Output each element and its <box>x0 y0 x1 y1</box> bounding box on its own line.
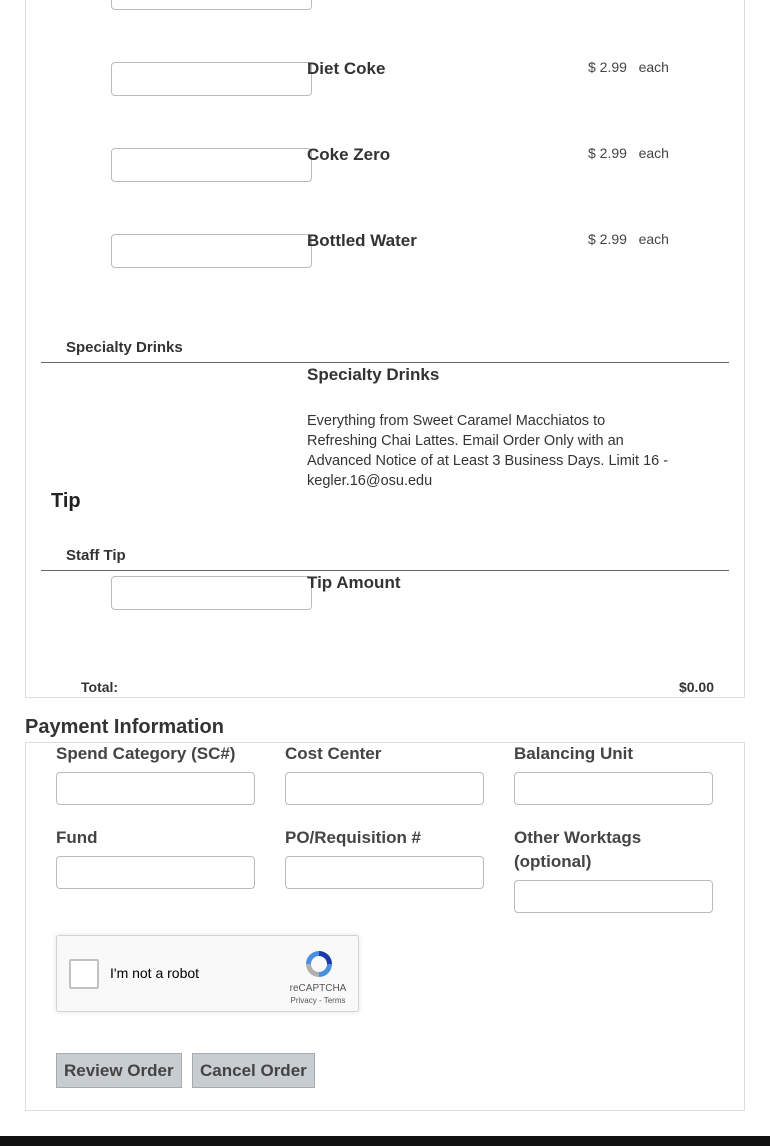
tip-amount-input[interactable] <box>111 576 312 610</box>
balancing-unit-label: Balancing Unit <box>514 744 634 763</box>
po-requisition-label: PO/Requisition # <box>285 828 422 847</box>
other-worktags-label: Other Worktags (optional) <box>514 828 642 871</box>
total-value: $0.00 <box>678 679 714 695</box>
review-order-button[interactable]: Review Order <box>56 1053 182 1088</box>
other-worktags-input[interactable] <box>514 880 713 913</box>
balancing-unit-input[interactable] <box>514 772 713 805</box>
tip-heading: Tip <box>51 490 81 512</box>
spend-category-label: Spend Category (SC#) <box>56 744 236 763</box>
recaptcha-checkbox[interactable] <box>69 959 99 989</box>
recaptcha-logo-icon <box>303 948 335 980</box>
footer-bar <box>0 1136 770 1146</box>
total-label: Total: <box>81 679 119 695</box>
item-price-bottled-water: $ 2.99 each <box>588 231 669 247</box>
quantity-input-diet-coke[interactable] <box>111 62 312 96</box>
item-price-coke-zero: $ 2.99 each <box>588 145 669 161</box>
po-requisition-input[interactable] <box>285 856 484 889</box>
item-name-specialty-drinks: Specialty Drinks <box>307 365 440 384</box>
cancel-order-button[interactable]: Cancel Order <box>192 1053 315 1088</box>
item-name-tip-amount: Tip Amount <box>307 573 401 592</box>
quantity-input-coke-zero[interactable] <box>111 148 312 182</box>
cost-center-input[interactable] <box>285 772 484 805</box>
section-divider <box>41 362 729 363</box>
specialty-drinks-description: Everything from Sweet Caramel Macchiatos to Refreshing Chai Lattes. Email Order Only with an Advanced Notice of at Least 3 Business Days. Limit 16 - kegler.16@osu.edu <box>307 413 669 489</box>
item-price-diet-coke: $ 2.99 each <box>588 59 669 75</box>
cost-center-label: Cost Center <box>285 744 382 763</box>
section-divider <box>41 570 729 571</box>
recaptcha-label: I'm not a robot <box>110 965 200 981</box>
recaptcha-widget <box>56 935 359 1012</box>
section-label-staff-tip: Staff Tip <box>66 547 126 564</box>
recaptcha-links[interactable]: Privacy - Terms <box>290 996 346 1005</box>
item-name-coke-zero: Coke Zero <box>307 145 391 164</box>
spend-category-input[interactable] <box>56 772 255 805</box>
fund-input[interactable] <box>56 856 255 889</box>
item-name-diet-coke: Diet Coke <box>307 59 386 78</box>
quantity-input-partial[interactable] <box>111 0 312 10</box>
recaptcha-brand: reCAPTCHA <box>289 983 347 994</box>
payment-information-title: Payment Information <box>25 716 224 738</box>
quantity-input-bottled-water[interactable] <box>111 234 312 268</box>
section-label-specialty-drinks: Specialty Drinks <box>66 339 183 356</box>
fund-label: Fund <box>56 828 98 847</box>
item-name-bottled-water: Bottled Water <box>307 231 417 250</box>
